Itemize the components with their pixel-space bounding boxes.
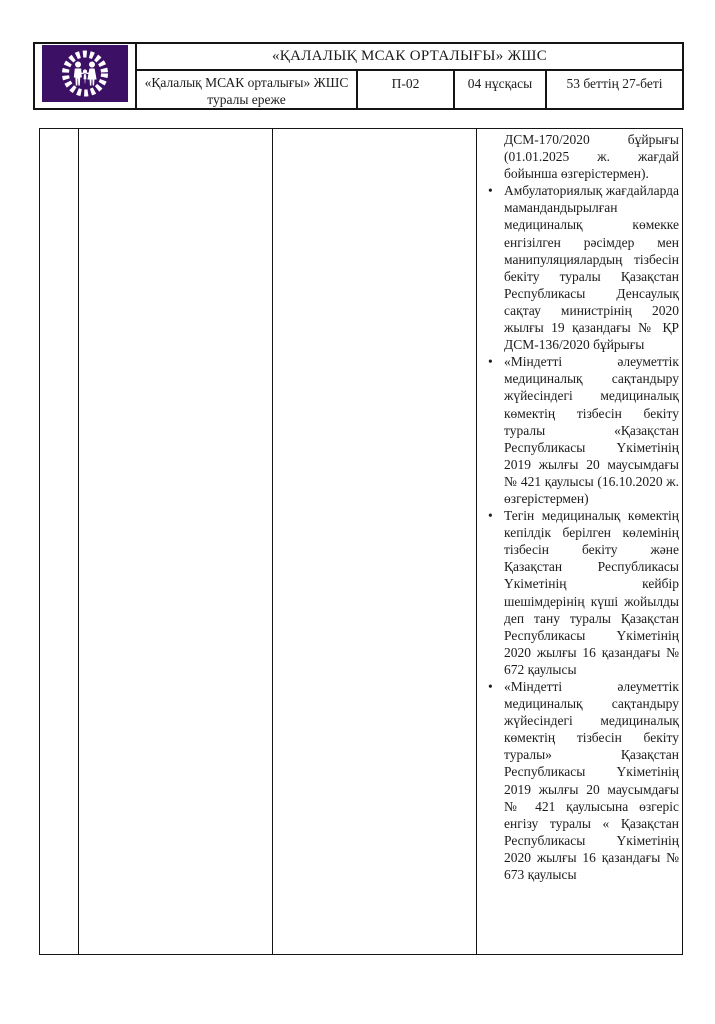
- page-indicator: 53 беттің 27-беті: [546, 70, 683, 109]
- bullet-icon: •: [488, 679, 493, 694]
- cell-number-empty: [40, 129, 79, 955]
- list-item: [488, 353, 679, 507]
- cell-description-empty: [273, 129, 477, 955]
- list-item-text: «Міндетті әлеуметтік медициналық сақтандыру жүйесіндегі медициналық көмектің тізбесін бекіту туралы «Қазақстан Республикасы Үкіметінің 2019 жылғы 20 маусымдағы № 421 қаулысы (16.10.2020 ж. өзгерістермен): [504, 354, 679, 506]
- org-title: «ҚАЛАЛЫҚ МСАК ОРТАЛЫҒЫ» ЖШС: [136, 43, 683, 70]
- bullet-icon: •: [488, 354, 493, 370]
- list-item: [488, 678, 679, 883]
- list-item: [488, 182, 679, 353]
- header-table: [33, 42, 684, 110]
- cell-process-empty: [79, 129, 273, 955]
- list-item-text: «Міндетті әлеуметтік медициналық сақтандыру жүйесіндегі медициналық көмектің тізбесін бекіту туралы» Қазақстан Республикасы Үкіметінің 2019 жылғы 20 маусымдағы № 421 қаулысына өзгеріс енгізу туралы « Қазақстан Республикасы Үкіметінің 2020 жылғы 16 қазандағы № 673 қаулысы: [504, 679, 679, 883]
- content-table: [39, 128, 683, 955]
- bullet-icon: •: [488, 508, 493, 524]
- logo-cell: [34, 43, 136, 109]
- list-item-text: Тегін медициналық көмектің кепілдік берілген көлемінің тізбесін бекіту және Қазақстан Республикасы Үкіметінің кейбір шешімдерінің күші жойылды деп тану туралы Қазақстан Республикасы Үкіметінің 2020 жылғы 16 қазандағы № 672 қаулысы: [504, 508, 679, 677]
- cell-normative-documents: [477, 129, 683, 955]
- table-row: [40, 129, 683, 955]
- list-item-text: Амбулаториялық жағдайларда мамандандырылған медициналық көмекке енгізілген рәсімдер мен манипуляциялардың тізбесін бекіту туралы Қазақстан Республикасы Денсаулық сақтау министрінің 2020 жылғы 19 қазандағы № ҚР ДСМ-136/2020 бұйрығы: [504, 183, 679, 353]
- doc-code: П-02: [357, 70, 454, 109]
- family-emblem-icon: [42, 45, 128, 102]
- bullet-icon: •: [488, 183, 493, 199]
- list-item: [488, 507, 679, 678]
- continuation-paragraph: ДСМ-170/2020 бұйрығы (01.01.2025 ж. жағдай бойынша өзгерістермен).: [504, 132, 679, 182]
- normative-documents-list: [481, 182, 679, 883]
- doc-version: 04 нұсқасы: [454, 70, 546, 109]
- doc-title: «Қалалық МСАК орталығы» ЖШС туралы ереже: [136, 70, 357, 109]
